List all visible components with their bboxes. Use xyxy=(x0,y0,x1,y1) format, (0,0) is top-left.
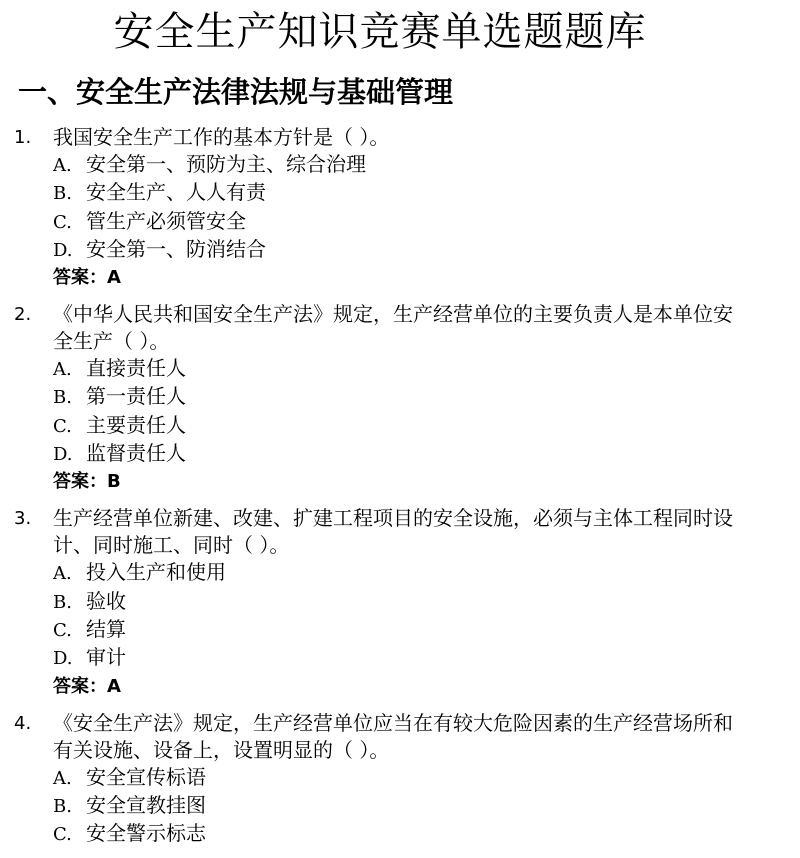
answer-option xyxy=(53,588,800,616)
option-text: 安全生产、人人有责 xyxy=(86,180,266,205)
answer-option xyxy=(53,383,800,411)
answer-option xyxy=(53,644,800,672)
question-number: 2. xyxy=(14,304,32,326)
question-item xyxy=(0,710,800,849)
question-item xyxy=(0,505,800,699)
answer-key: 答案：B xyxy=(53,471,121,493)
option-list xyxy=(0,355,800,468)
option-text: 管生产必须管安全 xyxy=(86,208,246,233)
option-letter: B. xyxy=(53,795,72,817)
option-text: 第一责任人 xyxy=(86,384,186,409)
answer-option xyxy=(53,355,800,383)
answer-key: 答案：A xyxy=(53,267,121,289)
answer-option xyxy=(53,208,800,236)
answer-option xyxy=(53,236,800,264)
document-title: 安全生产知识竞赛单选题题库 xyxy=(113,9,647,55)
question-list xyxy=(0,124,800,858)
question-number: 1. xyxy=(14,127,32,148)
option-text: 安全第一、防消结合 xyxy=(86,236,266,261)
question-text: 生产经营单位新建、改建、扩建工程项目的安全设施，必须与主体工程同时设计、同时施工、同时（ ）。 xyxy=(53,506,733,558)
option-letter: A. xyxy=(53,155,72,176)
answer-key: 答案：A xyxy=(53,675,121,697)
option-text: 安全警示标志 xyxy=(86,821,206,846)
option-letter: B. xyxy=(53,591,72,613)
answer-option xyxy=(53,559,800,587)
option-letter: D. xyxy=(53,239,73,261)
option-letter: D. xyxy=(53,444,73,466)
answer-option xyxy=(53,440,800,468)
question-text: 我国安全生产工作的基本方针是（ ）。 xyxy=(53,125,390,149)
option-letter: C. xyxy=(53,415,72,437)
question-text: 《中华人民共和国安全生产法》规定，生产经营单位的主要负责人是本单位安全生产（ ）。 xyxy=(53,302,733,354)
option-text: 安全宣传标语 xyxy=(86,764,206,789)
option-letter: B. xyxy=(53,387,72,409)
question-item xyxy=(0,301,800,495)
answer-option xyxy=(53,764,800,792)
option-letter: C. xyxy=(53,619,72,641)
option-text: 投入生产和使用 xyxy=(86,560,226,585)
question-text: 《安全生产法》规定，生产经营单位应当在有较大危险因素的生产经营场所和有关设施、设备上，设置明显的（ ）。 xyxy=(53,710,733,762)
option-text: 监督责任人 xyxy=(86,441,186,466)
option-letter: D. xyxy=(53,648,73,670)
option-letter: A. xyxy=(53,767,72,789)
option-letter: C. xyxy=(53,824,72,846)
option-letter: A. xyxy=(53,563,72,585)
option-text: 验收 xyxy=(86,588,126,613)
option-letter: A. xyxy=(53,359,72,381)
answer-option xyxy=(53,412,800,440)
option-text: 主要责任人 xyxy=(86,412,186,437)
question-number: 4. xyxy=(14,712,32,734)
option-text: 直接责任人 xyxy=(86,356,186,381)
option-list xyxy=(0,559,800,672)
option-text: 安全宣教挂图 xyxy=(86,792,206,817)
answer-option xyxy=(53,792,800,820)
answer-option xyxy=(53,179,800,207)
option-letter: B. xyxy=(53,183,72,205)
question-item xyxy=(0,124,800,291)
answer-option xyxy=(53,151,800,179)
answer-option xyxy=(53,820,800,848)
section-heading: 一、安全生产法律法规与基础管理 xyxy=(18,75,454,109)
option-list xyxy=(0,764,800,849)
option-text: 审计 xyxy=(86,645,126,670)
question-number: 3. xyxy=(14,508,32,530)
option-letter: C. xyxy=(53,211,72,233)
option-list xyxy=(0,151,800,264)
option-text: 结算 xyxy=(86,616,126,641)
option-text: 安全第一、预防为主、综合治理 xyxy=(86,152,366,176)
answer-option xyxy=(53,616,800,644)
